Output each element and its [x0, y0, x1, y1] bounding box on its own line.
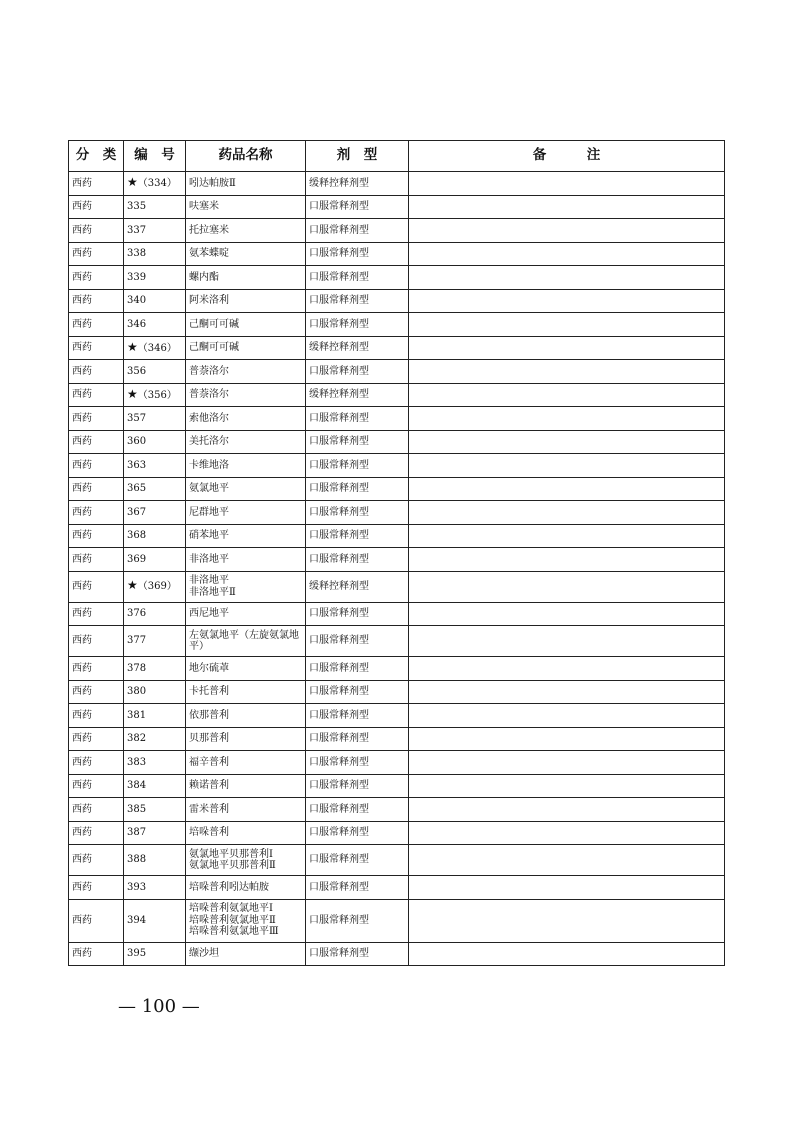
drug-name-line: 西尼地平: [189, 608, 229, 619]
cell-remarks: [409, 313, 725, 337]
drug-name-line: 己酮可可碱: [189, 318, 239, 330]
cell-remarks: [409, 899, 725, 942]
cell-number: [124, 602, 186, 626]
number-text: 381: [127, 709, 147, 721]
drug-name-line: 阿米洛利: [189, 295, 229, 306]
cell-number: [124, 821, 186, 845]
cell-number: [124, 876, 186, 900]
table-row: [69, 430, 725, 454]
table-row: [69, 454, 725, 478]
cell-remarks: [409, 430, 725, 454]
cell-remarks: [409, 571, 725, 602]
cell-category: 西药: [69, 798, 124, 822]
cell-category: 西药: [69, 313, 124, 337]
cell-drug-name: [186, 680, 306, 704]
cell-remarks: [409, 548, 725, 572]
drug-name-line: 雷米普利: [189, 803, 229, 815]
drug-table: [68, 140, 725, 966]
cell-drug-name: [186, 313, 306, 337]
cell-dosage-form: 口服常释剂型: [306, 501, 409, 525]
cell-remarks: [409, 477, 725, 501]
cell-remarks: [409, 524, 725, 548]
cell-drug-name: [186, 336, 306, 360]
cell-drug-name: [186, 704, 306, 728]
table-row: [69, 876, 725, 900]
cell-remarks: [409, 454, 725, 478]
table-row: [69, 727, 725, 751]
table-row: [69, 680, 725, 704]
number-text: 346: [127, 318, 147, 330]
cell-number: [124, 548, 186, 572]
drug-name-line: 卡托普利: [189, 686, 229, 697]
table-row: [69, 845, 725, 876]
cell-drug-name: [186, 602, 306, 626]
cell-remarks: [409, 626, 725, 657]
number-text: 340: [127, 295, 147, 306]
cell-dosage-form: 口服常释剂型: [306, 727, 409, 751]
cell-drug-name: [186, 242, 306, 266]
cell-drug-name: [186, 383, 306, 407]
number-text: 368: [127, 530, 147, 541]
cell-category: 西药: [69, 774, 124, 798]
cell-number: [124, 704, 186, 728]
cell-dosage-form: 口服常释剂型: [306, 942, 409, 966]
cell-remarks: [409, 727, 725, 751]
cell-category: 西药: [69, 751, 124, 775]
cell-category: 西药: [69, 289, 124, 313]
cell-remarks: [409, 383, 725, 407]
number-text: 393: [127, 881, 147, 893]
number-text: 376: [127, 608, 147, 619]
cell-drug-name: [186, 751, 306, 775]
table-row: [69, 626, 725, 657]
cell-remarks: [409, 845, 725, 876]
number-text: 363: [127, 459, 147, 471]
cell-number: [124, 195, 186, 219]
cell-remarks: [409, 602, 725, 626]
number-text: 335: [127, 201, 147, 212]
table-row: [69, 407, 725, 431]
cell-remarks: [409, 172, 725, 196]
drug-name-line: 培哚普利: [189, 827, 229, 838]
number-text: 338: [127, 248, 147, 259]
cell-remarks: [409, 751, 725, 775]
drug-name-line: 氨氯地平贝那普利Ⅰ: [189, 848, 273, 860]
cell-dosage-form: 缓释控释剂型: [306, 571, 409, 602]
drug-name-line: 培哚普利吲达帕胺: [189, 881, 269, 893]
cell-category: 西药: [69, 899, 124, 942]
cell-drug-name: [186, 172, 306, 196]
cell-drug-name: [186, 524, 306, 548]
number-text: 383: [127, 756, 147, 768]
cell-dosage-form: 口服常释剂型: [306, 195, 409, 219]
cell-number: [124, 942, 186, 966]
page-number: — 100 —: [118, 996, 200, 1017]
cell-drug-name: [186, 657, 306, 681]
cell-remarks: [409, 195, 725, 219]
number-text: 357: [127, 412, 147, 424]
drug-name-line: 培哚普利氨氯地平Ⅱ: [189, 914, 276, 926]
header-remarks: 备 注: [409, 141, 725, 172]
cell-drug-name: [186, 899, 306, 942]
cell-drug-name: [186, 774, 306, 798]
cell-dosage-form: 口服常释剂型: [306, 524, 409, 548]
cell-dosage-form: 口服常释剂型: [306, 219, 409, 243]
cell-dosage-form: 口服常释剂型: [306, 821, 409, 845]
cell-category: 西药: [69, 821, 124, 845]
drug-name-line: 氨苯蝶啶: [189, 248, 229, 259]
cell-drug-name: [186, 548, 306, 572]
header-drug-name: 药品名称: [186, 141, 306, 172]
table-row: [69, 524, 725, 548]
cell-category: 西药: [69, 266, 124, 290]
cell-drug-name: [186, 845, 306, 876]
cell-dosage-form: 口服常释剂型: [306, 242, 409, 266]
number-text: 385: [127, 803, 147, 815]
table-row: [69, 899, 725, 942]
table-row: [69, 548, 725, 572]
drug-name-line: 福辛普利: [189, 756, 229, 768]
cell-drug-name: [186, 876, 306, 900]
cell-number: [124, 845, 186, 876]
drug-name-line: 美托洛尔: [189, 436, 229, 447]
cell-dosage-form: 口服常释剂型: [306, 798, 409, 822]
table-row: [69, 657, 725, 681]
cell-number: [124, 571, 186, 602]
cell-remarks: [409, 242, 725, 266]
table-row: [69, 571, 725, 602]
cell-dosage-form: 口服常释剂型: [306, 477, 409, 501]
drug-name-line: 尼群地平: [189, 506, 229, 518]
cell-category: 西药: [69, 430, 124, 454]
cell-category: 西药: [69, 477, 124, 501]
drug-name-line: 非洛地平: [189, 575, 229, 586]
drug-name-line: 平）: [189, 641, 209, 652]
number-text: 380: [127, 686, 147, 697]
number-text: 367: [127, 506, 147, 518]
cell-category: 西药: [69, 626, 124, 657]
table-row: [69, 774, 725, 798]
number-text: （356）: [137, 389, 177, 401]
cell-drug-name: [186, 942, 306, 966]
cell-number: [124, 219, 186, 243]
drug-name-line: 卡维地洛: [189, 459, 229, 471]
number-text: （346）: [137, 342, 177, 354]
cell-number: [124, 360, 186, 384]
number-text: 365: [127, 483, 147, 494]
drug-name-line: 地尔硫䓬: [189, 662, 229, 674]
cell-category: 西药: [69, 219, 124, 243]
cell-dosage-form: 口服常释剂型: [306, 360, 409, 384]
table-row: [69, 266, 725, 290]
cell-drug-name: [186, 501, 306, 525]
cell-drug-name: [186, 266, 306, 290]
cell-number: [124, 899, 186, 942]
cell-dosage-form: 口服常释剂型: [306, 845, 409, 876]
cell-remarks: [409, 657, 725, 681]
drug-name-line: 普萘洛尔: [189, 365, 229, 377]
drug-name-line: 赖诺普利: [189, 780, 229, 791]
table-row: [69, 942, 725, 966]
cell-category: 西药: [69, 727, 124, 751]
drug-name-line: 普萘洛尔: [189, 389, 229, 400]
drug-name-line: 螺内酯: [189, 271, 219, 283]
drug-name-line: 硝苯地平: [189, 530, 229, 541]
drug-name-line: 氨氯地平: [189, 483, 229, 494]
cell-drug-name: [186, 798, 306, 822]
cell-category: 西药: [69, 336, 124, 360]
drug-name-line: 缬沙坦: [189, 948, 219, 959]
cell-remarks: [409, 360, 725, 384]
cell-category: 西药: [69, 524, 124, 548]
drug-name-line: 依那普利: [189, 709, 229, 721]
cell-number: [124, 336, 186, 360]
cell-number: [124, 313, 186, 337]
drug-name-line: 索他洛尔: [189, 412, 229, 424]
drug-name-line: 贝那普利: [189, 733, 229, 744]
cell-drug-name: [186, 821, 306, 845]
cell-number: [124, 266, 186, 290]
table-row: [69, 336, 725, 360]
cell-number: [124, 524, 186, 548]
cell-number: [124, 680, 186, 704]
drug-name-line: 呋塞米: [189, 201, 219, 212]
cell-dosage-form: 口服常释剂型: [306, 602, 409, 626]
drug-name-line: 培哚普利氨氯地平Ⅰ: [189, 903, 273, 915]
cell-remarks: [409, 336, 725, 360]
table-row: [69, 219, 725, 243]
cell-category: 西药: [69, 172, 124, 196]
black-star-icon: ★: [127, 386, 138, 401]
cell-drug-name: [186, 195, 306, 219]
cell-category: 西药: [69, 602, 124, 626]
cell-number: [124, 454, 186, 478]
number-text: 339: [127, 271, 147, 283]
cell-number: [124, 751, 186, 775]
table-row: [69, 383, 725, 407]
cell-remarks: [409, 821, 725, 845]
cell-drug-name: [186, 727, 306, 751]
cell-drug-name: [186, 360, 306, 384]
cell-number: [124, 477, 186, 501]
drug-name-line: 非洛地平: [189, 553, 229, 565]
cell-category: 西药: [69, 242, 124, 266]
header-row: [69, 141, 725, 172]
cell-remarks: [409, 680, 725, 704]
cell-dosage-form: 口服常释剂型: [306, 430, 409, 454]
cell-category: 西药: [69, 548, 124, 572]
header-category: 分 类: [69, 141, 124, 172]
drug-name-line: 托拉塞米: [189, 224, 229, 236]
drug-name-line: 培哚普利氨氯地平Ⅲ: [189, 926, 279, 938]
cell-remarks: [409, 798, 725, 822]
table-row: [69, 195, 725, 219]
number-text: 369: [127, 553, 147, 565]
cell-drug-name: [186, 454, 306, 478]
drug-name-line: 己酮可可碱: [189, 342, 239, 353]
number-text: 394: [127, 914, 147, 926]
cell-remarks: [409, 407, 725, 431]
cell-remarks: [409, 774, 725, 798]
cell-dosage-form: 口服常释剂型: [306, 680, 409, 704]
cell-drug-name: [186, 289, 306, 313]
cell-dosage-form: 口服常释剂型: [306, 266, 409, 290]
cell-dosage-form: 口服常释剂型: [306, 774, 409, 798]
number-text: （369）: [137, 581, 177, 593]
black-star-icon: ★: [127, 578, 138, 593]
cell-number: [124, 501, 186, 525]
table-row: [69, 751, 725, 775]
cell-number: [124, 657, 186, 681]
cell-category: 西药: [69, 407, 124, 431]
cell-drug-name: [186, 407, 306, 431]
cell-dosage-form: 口服常释剂型: [306, 548, 409, 572]
table-row: [69, 172, 725, 196]
number-text: 360: [127, 436, 147, 447]
number-text: 395: [127, 948, 147, 959]
cell-dosage-form: 口服常释剂型: [306, 876, 409, 900]
drug-name-line: 氨氯地平贝那普利Ⅱ: [189, 860, 276, 871]
black-star-icon: ★: [127, 339, 138, 354]
cell-category: 西药: [69, 195, 124, 219]
drug-name-line: 左氨氯地平（左旋氨氯地: [189, 629, 299, 641]
cell-category: 西药: [69, 571, 124, 602]
cell-number: [124, 172, 186, 196]
cell-drug-name: [186, 626, 306, 657]
cell-number: [124, 626, 186, 657]
table-row: [69, 704, 725, 728]
number-text: 337: [127, 224, 147, 236]
cell-remarks: [409, 501, 725, 525]
table-row: [69, 313, 725, 337]
table-row: [69, 360, 725, 384]
cell-category: 西药: [69, 704, 124, 728]
number-text: 387: [127, 827, 147, 838]
cell-number: [124, 774, 186, 798]
table-row: [69, 242, 725, 266]
cell-dosage-form: 口服常释剂型: [306, 454, 409, 478]
cell-dosage-form: 口服常释剂型: [306, 289, 409, 313]
cell-remarks: [409, 266, 725, 290]
cell-category: 西药: [69, 454, 124, 478]
number-text: 356: [127, 365, 147, 377]
number-text: 384: [127, 780, 147, 791]
cell-dosage-form: 口服常释剂型: [306, 704, 409, 728]
number-text: 388: [127, 854, 147, 866]
cell-dosage-form: 口服常释剂型: [306, 899, 409, 942]
cell-dosage-form: 缓释控释剂型: [306, 172, 409, 196]
cell-number: [124, 798, 186, 822]
cell-dosage-form: 缓释控释剂型: [306, 383, 409, 407]
cell-dosage-form: 口服常释剂型: [306, 626, 409, 657]
cell-drug-name: [186, 477, 306, 501]
cell-drug-name: [186, 219, 306, 243]
number-text: 378: [127, 662, 147, 674]
cell-remarks: [409, 942, 725, 966]
cell-number: [124, 727, 186, 751]
cell-dosage-form: 口服常释剂型: [306, 751, 409, 775]
cell-number: [124, 407, 186, 431]
number-text: （334）: [137, 178, 177, 189]
header-number: 编 号: [124, 141, 186, 172]
cell-remarks: [409, 704, 725, 728]
cell-dosage-form: 口服常释剂型: [306, 657, 409, 681]
cell-category: 西药: [69, 657, 124, 681]
cell-remarks: [409, 219, 725, 243]
header-dosage-form: 剂 型: [306, 141, 409, 172]
table-row: [69, 821, 725, 845]
table-row: [69, 798, 725, 822]
cell-remarks: [409, 289, 725, 313]
cell-category: 西药: [69, 360, 124, 384]
cell-number: [124, 242, 186, 266]
table-row: [69, 602, 725, 626]
table-row: [69, 289, 725, 313]
cell-category: 西药: [69, 501, 124, 525]
cell-number: [124, 383, 186, 407]
cell-dosage-form: 口服常释剂型: [306, 313, 409, 337]
black-star-icon: ★: [127, 175, 138, 189]
cell-category: 西药: [69, 942, 124, 966]
number-text: 382: [127, 733, 147, 744]
cell-category: 西药: [69, 680, 124, 704]
cell-number: [124, 289, 186, 313]
cell-category: 西药: [69, 876, 124, 900]
cell-drug-name: [186, 571, 306, 602]
cell-dosage-form: 口服常释剂型: [306, 407, 409, 431]
cell-number: [124, 430, 186, 454]
number-text: 377: [127, 635, 147, 647]
cell-dosage-form: 缓释控释剂型: [306, 336, 409, 360]
cell-category: 西药: [69, 845, 124, 876]
table-row: [69, 501, 725, 525]
cell-drug-name: [186, 430, 306, 454]
drug-name-line: 吲达帕胺Ⅱ: [189, 177, 236, 189]
table-row: [69, 477, 725, 501]
table-body: [69, 172, 725, 966]
cell-remarks: [409, 876, 725, 900]
drug-name-line: 非洛地平Ⅱ: [189, 586, 236, 598]
cell-category: 西药: [69, 383, 124, 407]
